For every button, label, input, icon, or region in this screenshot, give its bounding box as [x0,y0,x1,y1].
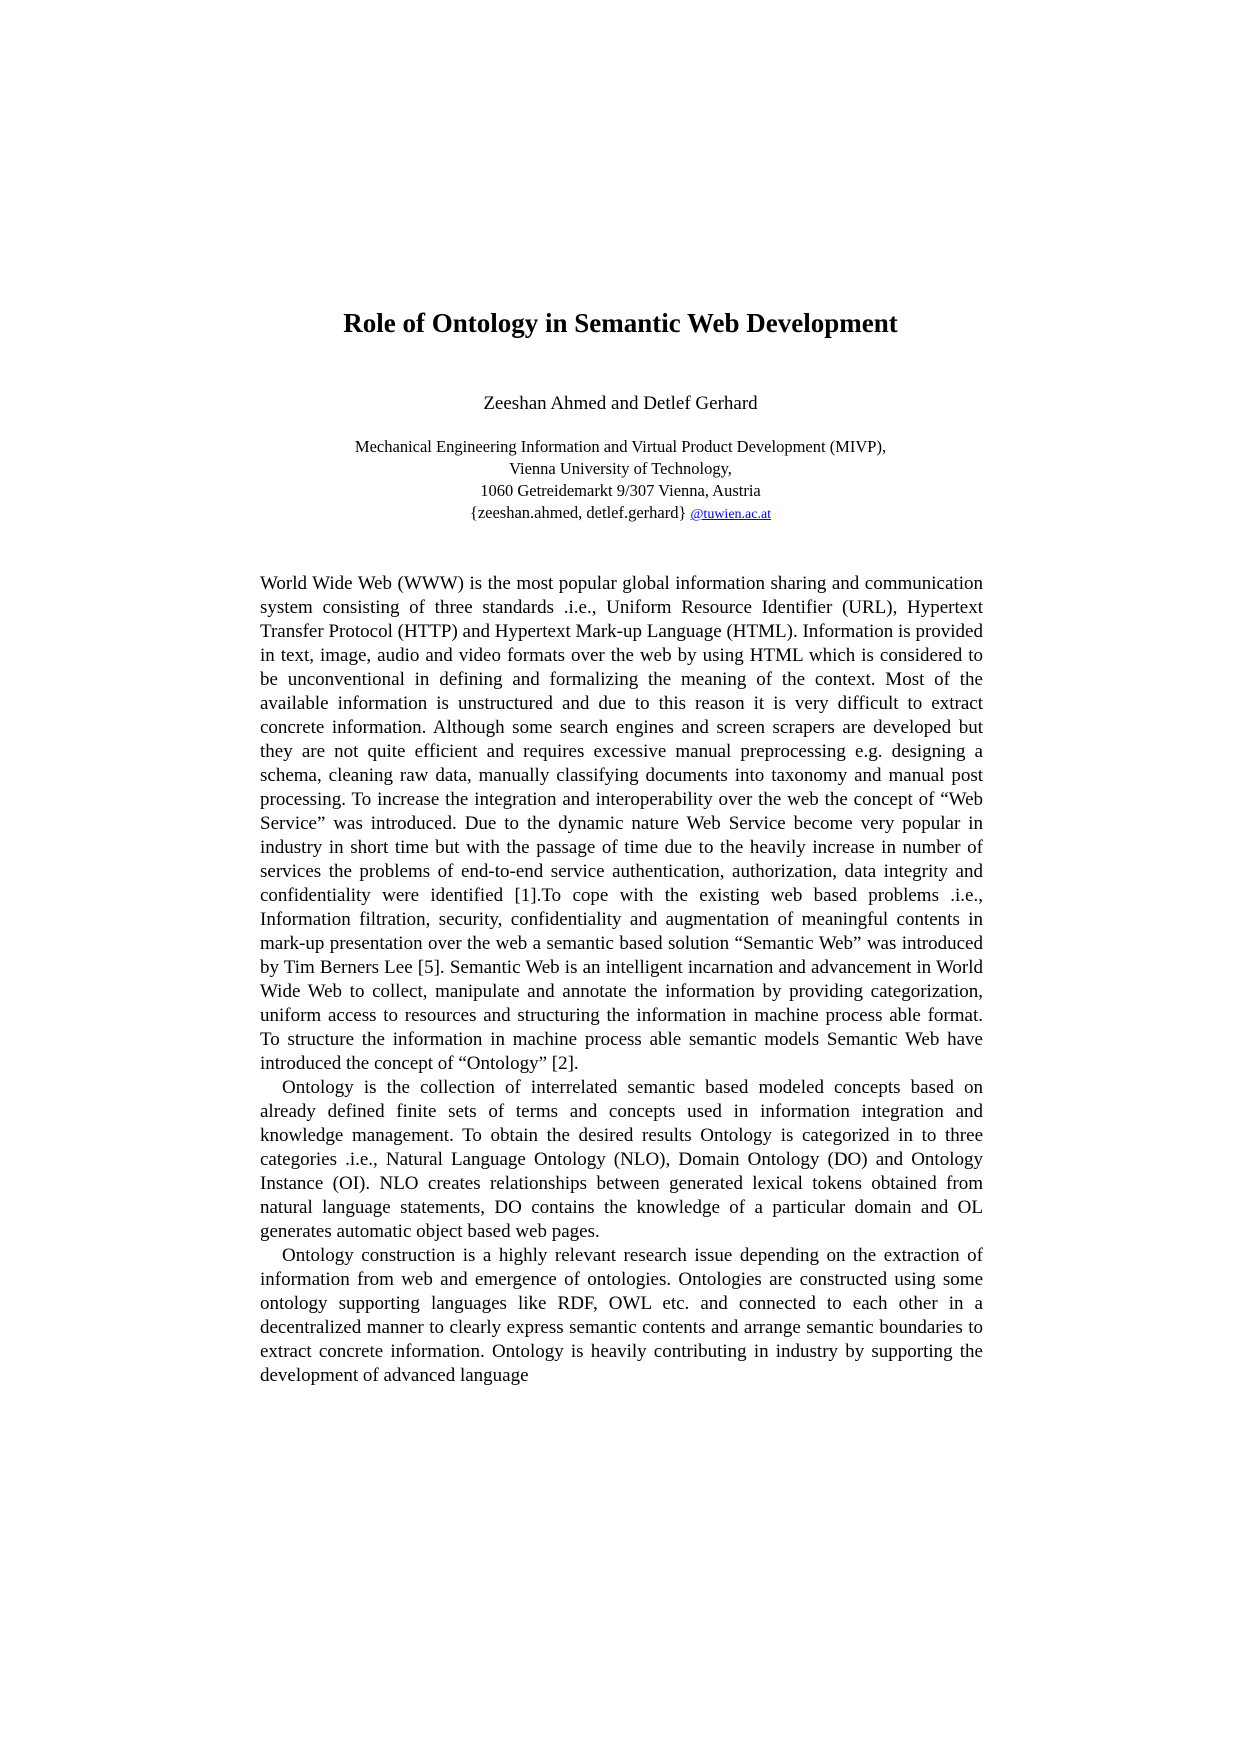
paragraph-www-intro: World Wide Web (WWW) is the most popular global information sharing and communication system consisting of three standards .i.e., Uniform Resource Identifier (URL), Hypertext Transfer Protocol (HTTP) and Hypertext Mark-up Language (HTML). Information is provided in text, image, audio and video formats over the web by using HTML which is considered to be unconventional in defining and formalizing the meaning of the context. Most of the available information is unstructured and due to this reason it is very difficult to extract concrete information. Although some search engines and screen scrapers are developed but they are not quite efficient and requires excessive manual preprocessing e.g. designing a schema, cleaning raw data, manually classifying documents into taxonomy and manual post processing. To increase the integration and interoperability over the web the concept of “Web Service” was introduced. Due to the dynamic nature Web Service become very popular in industry in short time but with the passage of time due to the heavily increase in number of services the problems of end-to-end service authentication, authorization, data integrity and confidentiality were identified [1].To cope with the existing web based problems .i.e., Information filtration, security, confidentiality and augmentation of meaningful contents in mark-up presentation over the web a semantic based solution “Semantic Web” was introduced by Tim Berners Lee [5]. Semantic Web is an intelligent incarnation and advancement in World Wide Web to collect, manipulate and annotate the information by providing categorization, uniform access to resources and structuring the information in machine process able format. To structure the information in machine process able semantic models Semantic Web have introduced the concept of “Ontology” [2]. [260,573,983,1074]
author-email-names: {zeeshan.ahmed, detlef.gerhard} [469,503,687,522]
body-text [260,572,983,1388]
affiliation-department: Mechanical Engineering Information and Virtual Product Development (MIVP), [354,437,887,456]
paper-title: Role of Ontology in Semantic Web Development [343,308,898,338]
email-domain-link[interactable]: @tuwien.ac.at [690,507,772,522]
affiliation-email-line [0,502,1241,526]
affiliation-address: 1060 Getreidemarkt 9/307 Vienna, Austria [480,481,761,500]
author-list: Zeeshan Ahmed and Detlef Gerhard [483,393,758,414]
paragraph-ontology-construction: Ontology construction is a highly relevant research issue depending on the extraction of information from web and emergence of ontologies. Ontologies are constructed using some ontology supporting languages like RDF, OWL etc. and connected to each other in a decentralized manner to clearly express semantic contents and arrange semantic boundaries to extract concrete information. Ontology is heavily contributing in industry by supporting the development of advanced language [260,1245,983,1386]
affiliation-university: Vienna University of Technology, [509,459,732,478]
affiliation-block [0,436,1241,526]
paragraph-ontology-definition: Ontology is the collection of interrelated semantic based modeled concepts based on already defined finite sets of terms and concepts used in information integration and knowledge management. To obtain the desired results Ontology is categorized in to three categories .i.e., Natural Language Ontology (NLO), Domain Ontology (DO) and Ontology Instance (OI). NLO creates relationships between generated lexical tokens obtained from natural language statements, DO contains the knowledge of a particular domain and OL generates automatic object based web pages. [260,1077,983,1242]
